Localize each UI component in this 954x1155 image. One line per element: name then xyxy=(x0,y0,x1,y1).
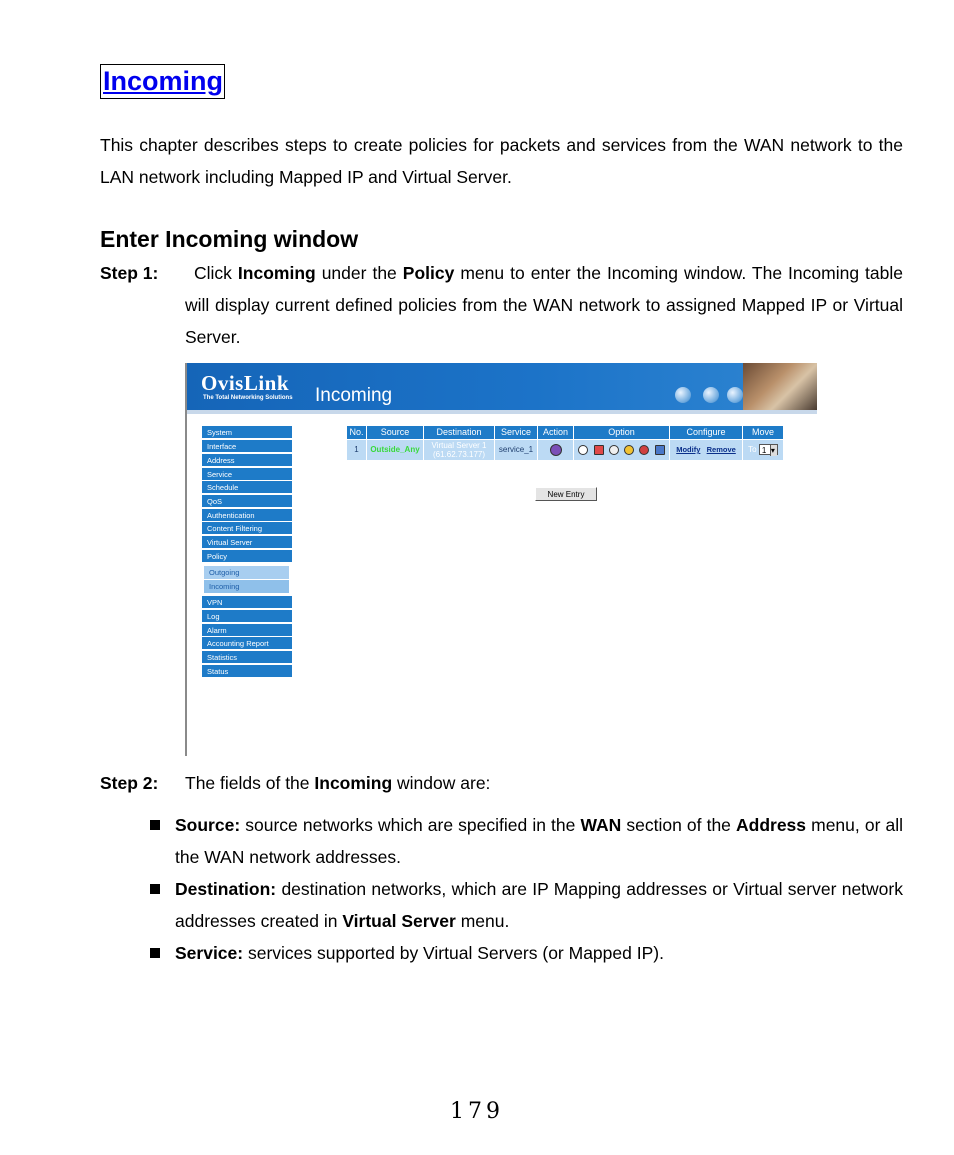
step2-label: Step 2: xyxy=(100,773,159,793)
menu-service[interactable]: Service xyxy=(202,468,292,481)
banner-title: Incoming xyxy=(315,385,393,406)
col-header-configure: Configure xyxy=(670,426,743,439)
cell-destination xyxy=(424,440,495,460)
bullet-square xyxy=(150,884,160,894)
logo-tagline: The Total Networking Solutions xyxy=(203,395,293,401)
schedule-icon xyxy=(594,445,604,455)
menu-log[interactable]: Log xyxy=(202,610,292,623)
submenu-incoming[interactable]: Incoming xyxy=(204,580,289,593)
col-header-move: Move xyxy=(743,426,784,439)
page-number: 179 xyxy=(450,1099,504,1124)
clock-icon xyxy=(609,445,619,455)
menu-content-filtering[interactable]: Content Filtering xyxy=(202,522,292,535)
bullet-destination-bold-virtual-server: Virtual Server xyxy=(342,911,456,931)
menu-interface[interactable]: Interface xyxy=(202,440,292,453)
bullet-service xyxy=(175,937,903,969)
move-select[interactable] xyxy=(759,444,778,455)
bullet-source-label: Source: xyxy=(175,815,241,835)
cell-configure xyxy=(670,440,743,460)
cell-move xyxy=(743,440,784,460)
bullet-source-text-3: menu, or all the WAN network addresses. xyxy=(175,815,903,867)
col-header-action: Action xyxy=(538,426,574,439)
alarm-icon xyxy=(624,445,634,455)
intro-text: This chapter describes steps to create policies for packets and services from the WAN network to the LAN network including Mapped IP and Virtual Server. xyxy=(100,135,903,187)
ovislink-logo: OvisLink xyxy=(201,371,290,395)
remove-link[interactable]: Remove xyxy=(706,445,736,454)
globe-icon xyxy=(703,387,719,403)
bullet-source-bold-address: Address xyxy=(736,815,807,835)
step2-body xyxy=(185,767,903,799)
step1-text-3: menu to enter the Incoming window. The Incoming table will display current defined policies from the WAN network to assigned Mapped IP or Virtual Server. xyxy=(185,263,904,347)
col-header-source: Source xyxy=(367,426,424,439)
col-header-service: Service xyxy=(495,426,538,439)
bullet-destination-label: Destination: xyxy=(175,879,277,899)
bullet-source-text-1: source networks which are specified in the xyxy=(240,815,581,835)
incoming-window-screenshot xyxy=(185,363,817,756)
bullet-destination xyxy=(175,873,903,937)
bullet-square xyxy=(150,948,160,958)
qos-icon xyxy=(639,445,649,455)
destination-name: Virtual Server 1 xyxy=(431,441,487,450)
col-header-option: Option xyxy=(574,426,670,439)
menu-address[interactable]: Address xyxy=(202,454,292,467)
permit-icon xyxy=(550,444,562,456)
cell-no: 1 xyxy=(347,440,367,460)
bullet-service-text: services supported by Virtual Servers (or Mapped IP). xyxy=(243,943,664,963)
step1-text-1: Click xyxy=(194,263,238,283)
banner-photo xyxy=(743,363,817,412)
step1-bold-policy: Policy xyxy=(402,263,455,283)
step2-text-1: The fields of the xyxy=(185,773,315,793)
menu-accounting-report[interactable]: Accounting Report xyxy=(202,637,292,650)
step1-body xyxy=(185,257,903,353)
modify-link[interactable]: Modify xyxy=(676,445,701,454)
menu-virtual-server[interactable]: Virtual Server xyxy=(202,536,292,549)
globe-icon xyxy=(675,387,691,403)
menu-statistics[interactable]: Statistics xyxy=(202,651,292,664)
bullet-destination-text-1: destination networks, which are IP Mapping addresses or Virtual server network addresses created in xyxy=(175,879,903,931)
section-title: Incoming xyxy=(100,64,225,99)
chevron-down-icon: ▾ xyxy=(770,446,775,456)
menu-vpn[interactable]: VPN xyxy=(202,596,292,609)
move-select-value: 1 xyxy=(761,446,767,456)
banner xyxy=(187,363,817,412)
cell-service: service_1 xyxy=(495,440,538,460)
menu-status[interactable]: Status xyxy=(202,665,292,678)
cell-option xyxy=(574,440,670,460)
bullet-source-bold-wan: WAN xyxy=(580,815,622,835)
step1-label: Step 1: xyxy=(100,263,159,283)
step1-bold-incoming: Incoming xyxy=(237,263,316,283)
menu-alarm[interactable]: Alarm xyxy=(202,624,292,637)
log-eye-icon xyxy=(578,445,588,455)
bullet-service-label: Service: xyxy=(175,943,244,963)
destination-ip: (61.62.73.177) xyxy=(432,450,486,459)
cell-action xyxy=(538,440,574,460)
subheading: Enter Incoming window xyxy=(100,226,359,252)
col-header-destination: Destination xyxy=(424,426,495,439)
menu-policy[interactable]: Policy xyxy=(202,550,292,563)
cell-source: Outside_Any xyxy=(367,440,424,460)
bullet-square xyxy=(150,820,160,830)
menu-system[interactable]: System xyxy=(202,426,292,439)
bullet-source xyxy=(175,809,903,873)
step1-text-2: under the xyxy=(315,263,403,283)
move-to-label: To xyxy=(748,445,757,454)
new-entry-button[interactable]: New Entry xyxy=(535,487,597,501)
step2-bold-incoming: Incoming xyxy=(314,773,393,793)
auth-icon xyxy=(655,445,665,455)
intro-paragraph xyxy=(100,129,903,193)
menu-schedule[interactable]: Schedule xyxy=(202,481,292,494)
step2-text-2: window are: xyxy=(392,773,491,793)
menu-qos[interactable]: QoS xyxy=(202,495,292,508)
banner-strip xyxy=(187,410,817,414)
globe-icon xyxy=(727,387,743,403)
submenu-outgoing[interactable]: Outgoing xyxy=(204,566,289,579)
bullet-source-text-2: section of the xyxy=(621,815,736,835)
col-header-no: No. xyxy=(347,426,367,439)
menu-authentication[interactable]: Authentication xyxy=(202,509,292,522)
bullet-destination-text-2: menu. xyxy=(455,911,510,931)
